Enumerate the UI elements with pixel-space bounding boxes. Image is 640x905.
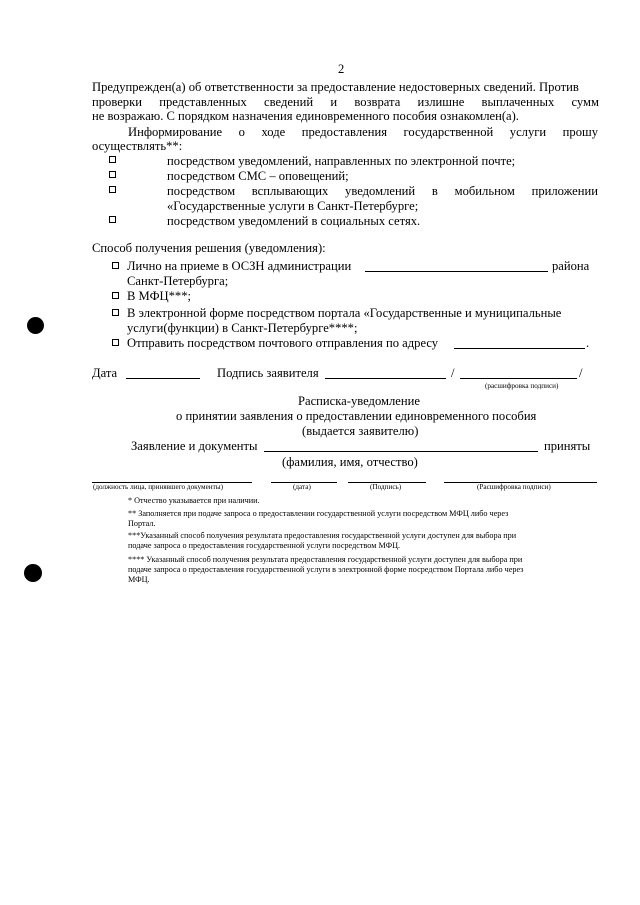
checkbox-email[interactable] <box>109 156 116 163</box>
option-mobile-app: посредством всплывающих уведомлений в мобильном приложении <box>167 184 598 198</box>
punch-hole-top <box>27 317 44 334</box>
footnote-2-line1: ** Заполняется при подаче запроса о предоставлении государственной услуги посредством МФЦ либо через <box>128 509 509 518</box>
inform-line-2: осуществлять**: <box>92 139 183 153</box>
checkbox-mobile-app[interactable] <box>109 186 116 193</box>
checkbox-mfc[interactable] <box>112 292 119 299</box>
footnote-4-line2: подаче запроса о предоставления государственной услуги в электронной форме посредством Портала либо через <box>128 565 524 574</box>
signature-decode-caption: (расшифровка подписи) <box>485 382 559 390</box>
option-mobile-app-cont: «Государственные услуги в Санкт-Петербурге; <box>167 199 419 213</box>
option-email: посредством уведомлений, направленных по электронной почте; <box>167 154 516 168</box>
option-social: посредством уведомлений в социальных сетях. <box>167 214 421 228</box>
option-sms: посредством СМС – оповещений; <box>167 169 349 183</box>
caption-signature: (Подпись) <box>370 483 402 491</box>
delivery-opt1-city: Санкт-Петербурга; <box>127 274 229 288</box>
district-field[interactable] <box>365 271 548 272</box>
signature-decode-field[interactable] <box>460 378 577 379</box>
docs-label: Заявление и документы <box>131 439 258 453</box>
applicant-name-field[interactable] <box>264 451 538 452</box>
punch-hole-bottom <box>24 564 42 582</box>
warning-line-3: не возражаю. С порядком назначения единовременного пособия ознакомлен(а). <box>92 109 519 123</box>
checkbox-in-person[interactable] <box>112 262 119 269</box>
footnote-3-line1: ***Указанный способ получения результата предоставления государственной услуги доступен для выбора при <box>128 531 517 540</box>
caption-decode: (Расшифровка подписи) <box>477 483 551 491</box>
warning-line-2: проверки представленных сведений и возврата излишне выплаченных сумм <box>92 95 599 109</box>
delivery-opt2: В МФЦ***; <box>127 289 192 303</box>
footnote-4-line1: **** Указанный способ получения результата предоставления государственной услуги доступен для выбора при <box>128 555 523 564</box>
footnote-4-line3: МФЦ. <box>128 575 150 584</box>
delivery-opt4-label: Отправить посредством почтового отправления по адресу <box>127 336 439 350</box>
delivery-opt3-line1: В электронной форме посредством портала «Государственные и муниципальные <box>127 306 562 320</box>
delivery-opt1-district: района <box>552 259 590 273</box>
caption-date: (дата) <box>293 483 311 491</box>
date-label: Дата <box>92 366 118 380</box>
delivery-opt4-end: . <box>586 336 590 350</box>
receipt-note: (выдается заявителю) <box>302 424 419 438</box>
footnote-3-line2: подаче запроса о предоставления государственной услуги посредством МФЦ. <box>128 541 401 550</box>
accepted-label: приняты <box>544 439 591 453</box>
address-field[interactable] <box>454 348 585 349</box>
receipt-subtitle: о принятии заявления о предоставлении единовременного пособия <box>176 409 537 423</box>
signature-field[interactable] <box>325 378 446 379</box>
delivery-opt1-label: Лично на приеме в ОСЗН администрации <box>127 259 352 273</box>
receipt-title: Расписка-уведомление <box>298 394 420 408</box>
fio-caption: (фамилия, имя, отчество) <box>282 455 418 469</box>
delivery-heading: Способ получения решения (уведомления): <box>92 241 326 255</box>
checkbox-post[interactable] <box>112 339 119 346</box>
inform-line-1: Информирование о ходе предоставления государственной услуги прошу <box>128 125 598 139</box>
slash-1: / <box>451 366 455 380</box>
checkbox-social[interactable] <box>109 216 116 223</box>
warning-line-1: Предупрежден(а) об ответственности за предоставление недостоверных сведений. Против <box>92 80 579 94</box>
footnote-2-line2: Портал. <box>128 519 156 528</box>
slash-2: / <box>579 366 583 380</box>
page-number: 2 <box>338 62 345 76</box>
checkbox-sms[interactable] <box>109 171 116 178</box>
date-field[interactable] <box>126 378 200 379</box>
caption-position: (должность лица, принявшего документы) <box>93 483 223 491</box>
sign-label: Подпись заявителя <box>217 366 319 380</box>
footnote-1: * Отчество указывается при наличии. <box>128 496 260 505</box>
delivery-opt3-line2: услуги(функции) в Санкт-Петербурге****; <box>127 321 358 335</box>
checkbox-portal[interactable] <box>112 309 119 316</box>
